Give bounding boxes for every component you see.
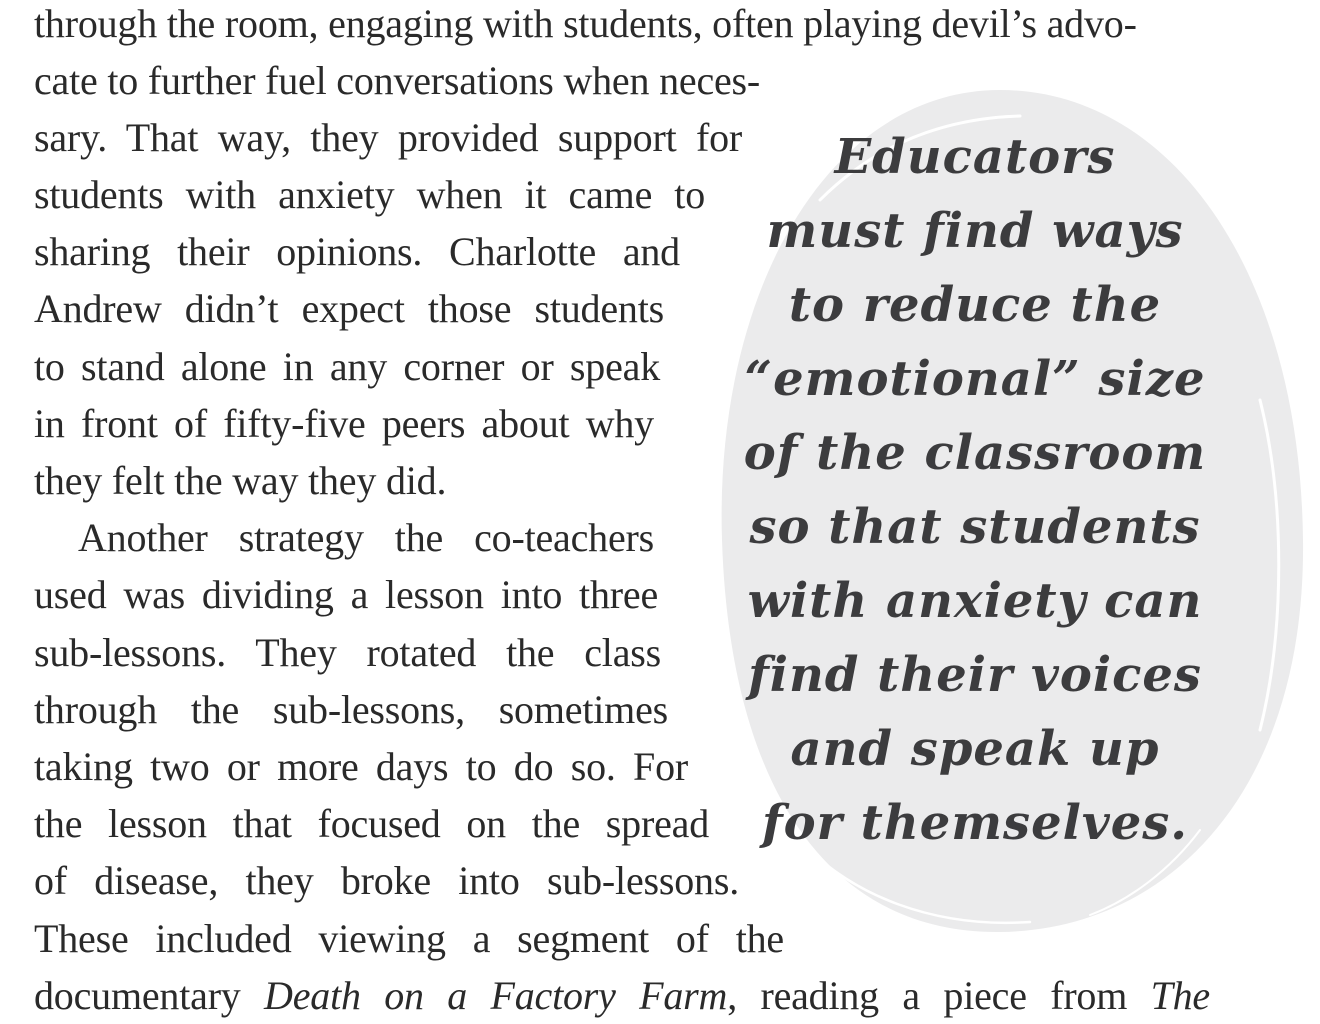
- pull-quote-line: and speak up: [790, 721, 1160, 777]
- body-line-18-start: documentary: [34, 973, 265, 1018]
- body-line-4: students with anxiety when it came to: [34, 172, 705, 217]
- pull-quote-line: find their voices: [748, 647, 1202, 703]
- body-line-18: [34, 967, 1210, 1024]
- pull-quote-line: with anxiety can: [747, 573, 1203, 629]
- body-line-3: sary. That way, they provided support for: [34, 115, 742, 160]
- body-line-13: through the sub-lessons, sometimes: [34, 687, 668, 732]
- pull-quote-line: “emotional” size: [744, 351, 1206, 407]
- body-line-18-middle: , reading a piece from: [727, 973, 1151, 1018]
- body-line-6: Andrew didn’t expect those students: [34, 286, 664, 331]
- body-line-9: they felt the way they did.: [34, 458, 447, 503]
- body-line-7: to stand alone in any corner or speak: [34, 344, 660, 389]
- pull-quote-line: so that students: [749, 499, 1201, 555]
- pull-quote-line: Educators: [834, 129, 1116, 185]
- pull-quote-line: must find ways: [766, 203, 1184, 259]
- pull-quote-line: of the classroom: [743, 425, 1207, 481]
- pull-quote-line: to reduce the: [788, 277, 1162, 333]
- body-line-2: cate to further fuel conversations when neces-: [34, 58, 761, 103]
- pull-quote-line: for themselves.: [761, 795, 1189, 851]
- body-line-17: These included viewing a segment of the: [34, 916, 784, 961]
- publication-title: The: [1150, 973, 1210, 1018]
- body-line-1: through the room, engaging with students, often playing devil’s advo-: [34, 1, 1137, 46]
- body-line-8: in front of fifty-five peers about why: [34, 401, 654, 446]
- body-line-15: the lesson that focused on the spread: [34, 801, 709, 846]
- body-line-10: Another strategy the co-teachers: [78, 515, 654, 560]
- body-line-5: sharing their opinions. Charlotte and: [34, 229, 680, 274]
- body-line-11: used was dividing a lesson into three: [34, 572, 658, 617]
- body-line-16: of disease, they broke into sub-lessons.: [34, 858, 739, 903]
- body-line-14: taking two or more days to do so. For: [34, 744, 688, 789]
- pull-quote: [740, 120, 1210, 860]
- film-title: Death on a Factory Farm: [264, 973, 728, 1018]
- body-line-12: sub-lessons. They rotated the class: [34, 630, 661, 675]
